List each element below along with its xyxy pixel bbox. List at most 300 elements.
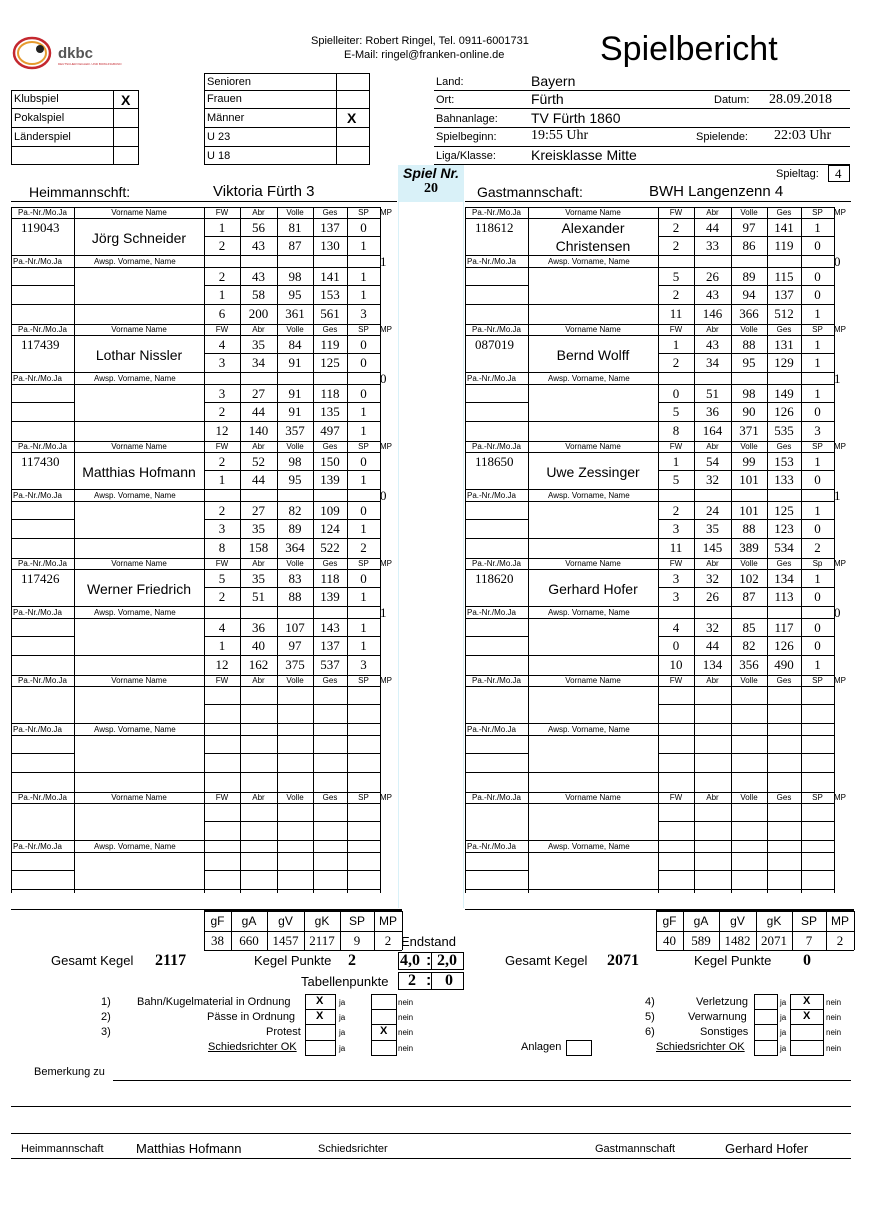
score-cell: 35 — [706, 521, 719, 536]
check-num-4: 4) — [645, 996, 655, 1008]
ort-value: Fürth — [531, 91, 564, 107]
u23-label: U 23 — [207, 131, 231, 143]
column-header: Abr — [252, 559, 265, 568]
check-paesse-label: Pässe in Ordnung — [207, 1011, 296, 1023]
tab-home: 2 — [408, 972, 416, 989]
column-header: Volle — [740, 442, 758, 451]
nein-label: nein — [398, 1013, 414, 1022]
column-header: Pa.-Nr./Mo.Ja — [18, 325, 67, 334]
column-header: FW — [669, 325, 683, 334]
check-paesse-ja-mark[interactable]: X — [316, 1010, 324, 1022]
score-cell: 1 — [814, 503, 821, 518]
score-cell: 51 — [706, 386, 719, 401]
column-header: Vorname Name — [565, 208, 621, 217]
column-header: Volle — [286, 208, 304, 217]
player-nr: 087019 — [475, 337, 514, 352]
score-cell: 82 — [742, 638, 756, 653]
footer-gast-sign: Gerhard Hofer — [725, 1141, 809, 1156]
totals-value: 2 — [836, 933, 844, 948]
footer-heim-label: Heimmannschaft — [21, 1143, 104, 1155]
score-cell: 153 — [320, 287, 340, 302]
score-cell: 101 — [739, 472, 759, 487]
totals-value: 9 — [353, 933, 361, 948]
column-header: FW — [215, 793, 229, 802]
totals-header: MP — [831, 914, 849, 928]
player-nr: 118612 — [475, 220, 514, 235]
spielleiter: Spielleiter: Robert Ringel, Tel. 0911-6001731 — [311, 35, 529, 47]
player-nr: 117439 — [21, 337, 60, 352]
score-cell: 27 — [252, 386, 265, 401]
anlagen-box[interactable] — [566, 1040, 592, 1056]
totals-header: gK — [314, 914, 330, 928]
logo-subtext: DEUTSCHER KEGLER- UND BOWLINGBUND — [58, 62, 122, 66]
score-cell: 83 — [288, 571, 302, 586]
column-header: Pa.-Nr./Mo.Ja — [472, 676, 521, 685]
score-cell: 1 — [360, 589, 367, 604]
score-cell: 119 — [774, 238, 794, 253]
player-nr: 119043 — [21, 220, 60, 235]
score-cell: 34 — [252, 355, 265, 370]
score-cell: 3 — [814, 423, 821, 438]
score-cell: 88 — [742, 337, 756, 352]
score-cell: 99 — [742, 454, 756, 469]
score-cell: 1 — [360, 620, 367, 635]
score-cell: 88 — [288, 589, 302, 604]
score-cell: 130 — [320, 238, 340, 253]
column-header: Volle — [286, 559, 304, 568]
column-header: Awsp. Vorname, Name — [94, 725, 176, 734]
score-cell: 3 — [672, 589, 680, 604]
score-cell: 0 — [814, 287, 821, 302]
score-cell: 1 — [814, 454, 821, 469]
column-header: Awsp. Vorname, Name — [548, 491, 630, 500]
totals-header: gK — [766, 914, 782, 928]
score-cell: 87 — [742, 589, 756, 604]
score-cell: 1 — [814, 386, 821, 401]
spielnr-value: 20 — [424, 181, 438, 196]
column-header: Volle — [740, 676, 758, 685]
player-name: Matthias Hofmann — [82, 464, 196, 480]
player-name-2: Christensen — [555, 238, 631, 254]
column-header: Sp — [812, 559, 823, 568]
away-gesamt-value: 2071 — [607, 952, 639, 969]
score-cell: 44 — [252, 472, 265, 487]
spielbeginn-label: Spielbeginn: — [436, 131, 497, 143]
column-header: Awsp. Vorname, Name — [94, 842, 176, 851]
score-cell: 2 — [218, 589, 226, 604]
score-cell: 1 — [360, 238, 367, 253]
column-header: Abr — [252, 208, 265, 217]
score-cell: 150 — [320, 454, 340, 469]
column-header: Abr — [252, 325, 265, 334]
totals-header: gF — [662, 914, 677, 928]
score-cell: 1 — [672, 454, 680, 469]
footer-heim-sign: Matthias Hofmann — [136, 1141, 242, 1156]
column-header: Volle — [740, 208, 758, 217]
column-header: Volle — [740, 325, 758, 334]
column-header: SP — [812, 676, 823, 685]
bahnanlage-label: Bahnanlage: — [436, 113, 498, 125]
score-cell: 164 — [702, 423, 723, 438]
score-cell: 0 — [814, 638, 821, 653]
totals-header: gV — [278, 914, 293, 928]
column-header: Pa.-Nr./Mo.Ja — [467, 257, 516, 266]
column-header: Awsp. Vorname, Name — [548, 608, 630, 617]
endstand-label: Endstand — [401, 934, 456, 949]
score-cell: 0 — [360, 571, 367, 586]
player-name: Jörg Schneider — [91, 230, 187, 246]
score-cell: 141 — [774, 220, 794, 235]
column-header: FW — [669, 559, 683, 568]
home-kp-label: Kegel Punkte — [254, 953, 332, 968]
score-cell: 118 — [320, 386, 340, 401]
nein-label: nein — [826, 1013, 842, 1022]
bemerkung-line[interactable] — [113, 1080, 851, 1081]
column-header: Awsp. Vorname, Name — [94, 257, 176, 266]
score-cell: 1 — [360, 287, 367, 302]
score-cell: 43 — [706, 287, 719, 302]
column-header: SP — [812, 325, 823, 334]
column-header: Vorname Name — [565, 559, 621, 568]
maenner-mark[interactable]: X — [347, 110, 357, 126]
score-cell: 361 — [285, 306, 305, 321]
score-cell: 27 — [252, 503, 265, 518]
score-cell: 3 — [218, 386, 226, 401]
column-header: Pa.-Nr./Mo.Ja — [467, 491, 516, 500]
ja-label: ja — [780, 1013, 787, 1022]
anlagen-label: Anlagen — [521, 1041, 562, 1053]
totals-value: 589 — [691, 933, 711, 948]
score-cell: 0 — [360, 386, 367, 401]
check-bahn-ja-mark[interactable]: X — [316, 995, 324, 1007]
score-cell: 51 — [252, 589, 265, 604]
spieltag-label: Spieltag: — [776, 168, 819, 180]
score-cell: 0 — [814, 620, 821, 635]
score-cell: 124 — [320, 521, 340, 536]
column-header: Abr — [252, 676, 265, 685]
score-cell: 134 — [774, 571, 794, 586]
score-cell: 125 — [320, 355, 340, 370]
nein-label: nein — [826, 1028, 842, 1037]
spielnr-box — [398, 165, 464, 202]
score-cell: 43 — [252, 238, 265, 253]
score-right: 2,0 — [437, 952, 457, 969]
score-cell: 6 — [218, 306, 226, 321]
column-header: FW — [669, 442, 683, 451]
column-header: Awsp. Vorname, Name — [94, 491, 176, 500]
column-header: Pa.-Nr./Mo.Ja — [18, 676, 67, 685]
bahnanlage-value: TV Fürth 1860 — [531, 110, 621, 126]
score-cell: 8 — [672, 423, 680, 438]
column-header: Pa.-Nr./Mo.Ja — [467, 608, 516, 617]
score-cell: 375 — [285, 657, 305, 672]
score-cell: 1 — [218, 472, 226, 487]
datum-value: 28.09.2018 — [769, 92, 832, 107]
score-cell: 89 — [288, 521, 302, 536]
score-cell: 0 — [672, 638, 680, 653]
score-cell: 109 — [320, 503, 340, 518]
score-cell: 2 — [672, 287, 680, 302]
score-cell: 101 — [739, 503, 759, 518]
column-header: Abr — [706, 442, 719, 451]
nein-label: nein — [826, 1044, 842, 1053]
ja-label: ja — [339, 1013, 346, 1022]
column-header: SP — [358, 676, 369, 685]
score-cell: 143 — [320, 620, 340, 635]
spielnr-label: Spiel Nr. — [402, 165, 460, 181]
dkbc-logo — [10, 33, 122, 73]
klubspiel-mark[interactable]: X — [121, 92, 131, 108]
ort-label: Ort: — [436, 94, 455, 106]
score-cell: 117 — [774, 620, 794, 635]
player-nr: 118650 — [475, 454, 514, 469]
score-cell: 54 — [706, 454, 719, 469]
score-cell: 3 — [672, 571, 680, 586]
score-cell: 90 — [742, 404, 756, 419]
column-header: FW — [215, 676, 229, 685]
score-cell: 497 — [320, 423, 340, 438]
score-cell: 36 — [706, 404, 719, 419]
score-cell: 82 — [288, 503, 302, 518]
spielende-label: Spielende: — [696, 131, 748, 143]
score-cell: 126 — [774, 638, 794, 653]
column-header: Ges — [776, 793, 792, 802]
column-header: Vorname Name — [111, 676, 167, 685]
score-cell: 357 — [285, 423, 305, 438]
score-left: 4,0 — [400, 952, 420, 969]
totals-header: gF — [210, 914, 225, 928]
score-cell: 141 — [320, 269, 340, 284]
column-header: Volle — [286, 325, 304, 334]
score-cell: 123 — [774, 521, 794, 536]
check-protest-nein-mark[interactable]: X — [380, 1025, 388, 1037]
player-name: Gerhard Hofer — [548, 581, 638, 597]
totals-header: gA — [241, 914, 257, 928]
score-cell: 0 — [360, 503, 367, 518]
column-header: SP — [358, 325, 369, 334]
score-cell: 4 — [218, 337, 226, 352]
score-cell: 522 — [320, 540, 340, 555]
score-cell: 512 — [774, 306, 794, 321]
score-cell: 146 — [702, 306, 723, 321]
column-header: Pa.-Nr./Mo.Ja — [472, 793, 521, 802]
page-title: Spielbericht — [600, 30, 778, 68]
column-header: Pa.-Nr./Mo.Ja — [13, 608, 62, 617]
nein-label: nein — [398, 998, 414, 1007]
column-header: SP — [358, 793, 369, 802]
frauen-label: Frauen — [207, 93, 242, 105]
score-cell: 26 — [706, 269, 719, 284]
score-cell: 1 — [814, 306, 821, 321]
liga-label: Liga/Klasse: — [436, 150, 496, 162]
column-header: FW — [669, 793, 683, 802]
player-name: Bernd Wolff — [556, 347, 630, 363]
check-sonstiges-label: Sonstiges — [700, 1026, 749, 1038]
column-header: Volle — [286, 442, 304, 451]
column-header: Abr — [252, 793, 265, 802]
player-nr: 117430 — [21, 454, 60, 469]
score-cell: 2 — [218, 503, 226, 518]
away-kp-label: Kegel Punkte — [694, 953, 772, 968]
check-num-6: 6) — [645, 1026, 655, 1038]
column-header: Ges — [322, 325, 338, 334]
check-verletzung-nein-mark[interactable]: X — [803, 995, 811, 1007]
column-header: Volle — [740, 559, 758, 568]
home-kp-value: 2 — [348, 952, 356, 969]
score-cell: 364 — [285, 540, 305, 555]
totals-value: 7 — [805, 933, 813, 948]
score-cell: 126 — [774, 404, 794, 419]
column-header: Ges — [776, 559, 792, 568]
column-header: Volle — [286, 676, 304, 685]
column-header: Pa.-Nr./Mo.Ja — [13, 725, 62, 734]
score-cell: 5 — [218, 571, 226, 586]
score-cell: 118 — [320, 571, 340, 586]
score-cell: 115 — [774, 269, 794, 284]
home-gesamt-label: Gesamt Kegel — [51, 953, 134, 968]
totals-value: 1482 — [724, 933, 751, 948]
score-cell: 0 — [814, 589, 821, 604]
score-cell: 125 — [774, 503, 794, 518]
check-num-2: 2) — [101, 1011, 111, 1023]
score-cell: 2 — [218, 269, 226, 284]
score-cell: 3 — [218, 521, 226, 536]
score-cell: 0 — [814, 238, 821, 253]
ja-label: ja — [339, 998, 346, 1007]
score-cell: 1 — [814, 337, 821, 352]
spieltag-value: 4 — [835, 166, 842, 181]
column-header: Vorname Name — [111, 793, 167, 802]
score-cell: 2 — [814, 540, 821, 555]
column-header: FW — [669, 676, 683, 685]
score-cell: 356 — [739, 657, 759, 672]
column-header: Pa.-Nr./Mo.Ja — [13, 491, 62, 500]
column-header: Vorname Name — [111, 325, 167, 334]
score-cell: 35 — [252, 337, 265, 352]
ja-label: ja — [339, 1028, 346, 1037]
away-gesamt-label: Gesamt Kegel — [505, 953, 588, 968]
column-header: Vorname Name — [111, 442, 167, 451]
score-cell: 0 — [360, 454, 367, 469]
score-cell: 0 — [814, 472, 821, 487]
column-header: Ges — [776, 208, 792, 217]
score-cell: 0 — [360, 337, 367, 352]
score-cell: 162 — [248, 657, 269, 672]
score-cell: 490 — [774, 657, 794, 672]
score-cell: 4 — [218, 620, 226, 635]
column-header: Awsp. Vorname, Name — [548, 374, 630, 383]
score-cell: 84 — [288, 337, 302, 352]
score-cell: 3 — [360, 306, 367, 321]
check-verletzung-label: Verletzung — [696, 996, 748, 1008]
column-header: Abr — [706, 676, 719, 685]
column-header: Ges — [322, 793, 338, 802]
check-num-1: 1) — [101, 996, 111, 1008]
score-cell: 98 — [288, 454, 302, 469]
footer-schiri-label: Schiedsrichter — [318, 1143, 388, 1155]
score-cell: 5 — [672, 269, 680, 284]
score-cell: 58 — [252, 287, 265, 302]
column-header: Abr — [252, 442, 265, 451]
score-cell: 24 — [706, 503, 719, 518]
column-header: Vorname Name — [565, 793, 621, 802]
score-cell: 1 — [218, 220, 226, 235]
check-verwarnung-label: Verwarnung — [688, 1011, 747, 1023]
column-header: Vorname Name — [565, 442, 621, 451]
score-cell: 135 — [320, 404, 340, 419]
check-verwarnung-nein-mark[interactable]: X — [803, 1010, 811, 1022]
check-schiri-label: Schiedsrichter OK — [208, 1041, 297, 1053]
score-cell: 94 — [742, 287, 756, 302]
ja-label: ja — [780, 998, 787, 1007]
column-header: Pa.-Nr./Mo.Ja — [467, 842, 516, 851]
laenderspiel-label: Länderspiel — [14, 131, 71, 143]
column-header: Ges — [322, 442, 338, 451]
check-num-5: 5) — [645, 1011, 655, 1023]
score-cell: 35 — [252, 521, 265, 536]
nein-label: nein — [398, 1044, 414, 1053]
check-num-3: 3) — [101, 1026, 111, 1038]
score-cell: 97 — [288, 638, 302, 653]
totals-value: 1457 — [272, 933, 299, 948]
column-header: Volle — [740, 793, 758, 802]
score-cell: 3 — [360, 657, 367, 672]
score-cell: 2 — [218, 404, 226, 419]
score-cell: 131 — [774, 337, 794, 352]
u18-label: U 18 — [207, 150, 231, 162]
score-cell: 34 — [706, 355, 719, 370]
gast-team: BWH Langenzenn 4 — [649, 183, 784, 200]
nein-label: nein — [826, 998, 842, 1007]
score-cell: 1 — [218, 638, 226, 653]
score-cell: 33 — [706, 238, 719, 253]
score-cell: 0 — [814, 269, 821, 284]
score-cell: 40 — [252, 638, 265, 653]
score-cell: 1 — [672, 337, 680, 352]
score-cell: 43 — [706, 337, 719, 352]
score-cell: 91 — [288, 386, 302, 401]
totals-value: 38 — [211, 933, 224, 948]
score-cell: 0 — [672, 386, 680, 401]
score-cell: 2 — [218, 454, 226, 469]
score-cell: 153 — [774, 454, 794, 469]
check-protest-label: Protest — [266, 1026, 301, 1038]
score-cell: 1 — [814, 657, 821, 672]
score-cell: 81 — [288, 220, 302, 235]
score-cell: 43 — [252, 269, 265, 284]
away-kp-value: 0 — [803, 952, 811, 969]
column-header: Awsp. Vorname, Name — [548, 257, 630, 266]
score-cell: 366 — [739, 306, 759, 321]
column-header: SP — [812, 208, 823, 217]
klubspiel-label: Klubspiel — [14, 93, 59, 105]
player-name: Werner Friedrich — [87, 581, 191, 597]
column-header: Pa.-Nr./Mo.Ja — [18, 559, 67, 568]
score-cell: 87 — [288, 238, 302, 253]
column-header: Awsp. Vorname, Name — [94, 374, 176, 383]
score-cell: 12 — [215, 423, 229, 438]
score-cell: 44 — [706, 220, 719, 235]
score-cell: 44 — [706, 638, 719, 653]
score-cell: 8 — [218, 540, 226, 555]
column-header: Pa.-Nr./Mo.Ja — [472, 208, 521, 217]
column-header: SP — [358, 442, 369, 451]
score-cell: 2 — [672, 355, 680, 370]
score-cell: 2 — [672, 503, 680, 518]
column-header: Volle — [286, 793, 304, 802]
score-cell: 32 — [706, 472, 719, 487]
score-cell: 1 — [360, 423, 367, 438]
